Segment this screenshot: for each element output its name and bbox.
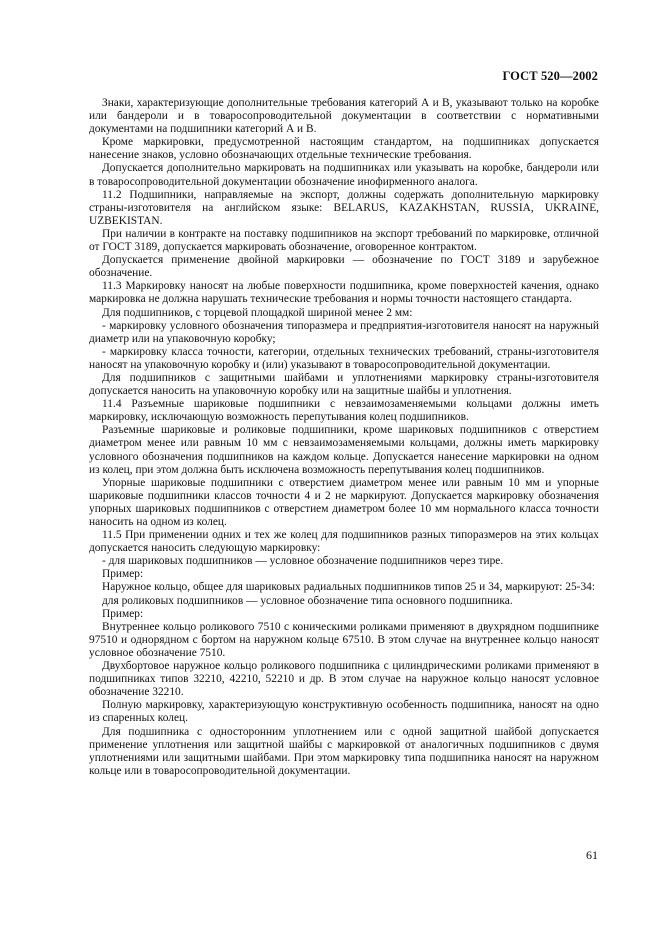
example-text: Внутреннее кольцо роликового 7510 с коническими роликами применяют в двухрядном подшипнике 97510 и однорядном с бортом на наружном кольце 67510. В этом случае на внутреннее кольцо наносят условное обозначение 7510. <box>89 620 599 659</box>
paragraph: для роликовых подшипников — условное обозначение типа основного подшипника. <box>102 594 513 607</box>
page-number: 61 <box>586 848 598 862</box>
paragraph: 11.5 При применении одних и тех же колец для подшипников разных типоразмеров на этих кольцах допускается наносить следующую маркировку: <box>89 529 599 555</box>
paragraph: Двухбортовое наружное кольцо роликового подшипника с цилиндрическими роликами применяют в подшипниках типов 32210, 42210, 52210 и др. В этом случае на наружное кольцо наносят условное обозначение 32210. <box>89 660 599 699</box>
paragraph: 11.3 Маркировку наносят на любые поверхности подшипника, кроме поверхностей качения, однако маркировка не должна нарушать технические требования и нормы точности настоящего стандарта. <box>89 280 599 306</box>
paragraph: Знаки, характеризующие дополнительные требования категорий А и В, указывают только на коробке или бандероли и в товаросопроводительной документации в соответствии с нормативными документами на подшипники категорий А и В. <box>89 97 599 136</box>
paragraph: Допускается применение двойной маркировки — обозначение по ГОСТ 3189 и зарубежное обозначение. <box>89 254 599 280</box>
paragraph: Для подшипников, с торцевой площадкой шириной менее 2 мм: <box>102 306 413 319</box>
example-label: Пример: <box>102 568 144 581</box>
paragraph: Для подшипника с односторонним уплотнением или с одной защитной шайбой допускается применение уплотнения или защитной шайбы с маркировкой от аналогичных подшипников с двумя уплотнениями или защитными шайбами. При этом маркировку типа подшипника наносят на наружном кольце или в товаросопроводительной документации. <box>89 725 599 777</box>
paragraph: Кроме маркировки, предусмотренной настоящим стандартом, на подшипниках допускается нанесение знаков, условно обозначающих отдельные технические требования. <box>89 136 599 162</box>
paragraph: Для подшипников с защитными шайбами и уплотнениями маркировку страны-изготовителя допускается наносить на упаковочную коробку или на защитные шайбы и уплотнения. <box>89 371 599 398</box>
paragraph: Упорные шариковые подшипники с отверстием диаметром менее или равным 10 мм и упорные шариковые подшипники классов точности 4 и 2 не маркируют. Допускается маркировку обозначения упорных шариковых подшипников с отверстием диаметром более 10 мм нормального класса точности наносить на одном из колец. <box>89 476 599 528</box>
list-item: - для шариковых подшипников — условное обозначение подшипников через тире. <box>102 555 504 568</box>
list-item: - маркировку класса точности, категории, отдельных технических требований, страны-изготовителя наносят на упаковочную коробку и (или) указывают в товаросопроводительной документации. <box>89 345 599 371</box>
paragraph: Полную маркировку, характеризующую конструктивную особенность подшипника, наносят на одно из спаренных колец. <box>89 699 599 725</box>
list-item: - маркировку условного обозначения типоразмера и предприятия-изготовителя наносят на наружный диаметр или на упаковочную коробку; <box>89 319 599 345</box>
paragraph: 11.4 Разъемные шариковые подшипники с невзаимозаменяемыми кольцами должны иметь маркировку, исключающую возможность перепутывания колец подшипников. <box>89 398 599 424</box>
document-body <box>89 97 599 778</box>
example-text: Наружное кольцо, общее для шариковых радиальных подшипников типов 25 и 34, маркируют: 25-34: <box>102 581 596 594</box>
paragraph: Разъемные шариковые и роликовые подшипники, кроме шариковых подшипников с отверстием диаметром менее или равным 10 мм с невзаимозаменяемыми кольцами, должны иметь маркировку условного обозначения подшипников на каждом кольце. Допускается нанесение маркировки на одном из колец, при этом должна быть исключена возможность перепутывания колец подшипников. <box>89 424 599 476</box>
document-code-header: ГОСТ 520—2002 <box>502 69 598 83</box>
paragraph: Допускается дополнительно маркировать на подшипниках или указывать на коробке, бандероли или в товаросопроводительной документации обозначение инофирменного аналога. <box>89 162 599 188</box>
example-label: Пример: <box>102 607 144 620</box>
paragraph: 11.2 Подшипники, направляемые на экспорт, должны содержать дополнительную маркировку страны-изготовителя на английском языке: BELARUS, KAZAKHSTAN, RUSSIA, UKRAINE, UZBEKISTAN. <box>89 188 599 227</box>
paragraph: При наличии в контракте на поставку подшипников на экспорт требований по маркировке, отличной от ГОСТ 3189, допускается маркировать обозначение, оговоренное контрактом. <box>89 227 599 254</box>
